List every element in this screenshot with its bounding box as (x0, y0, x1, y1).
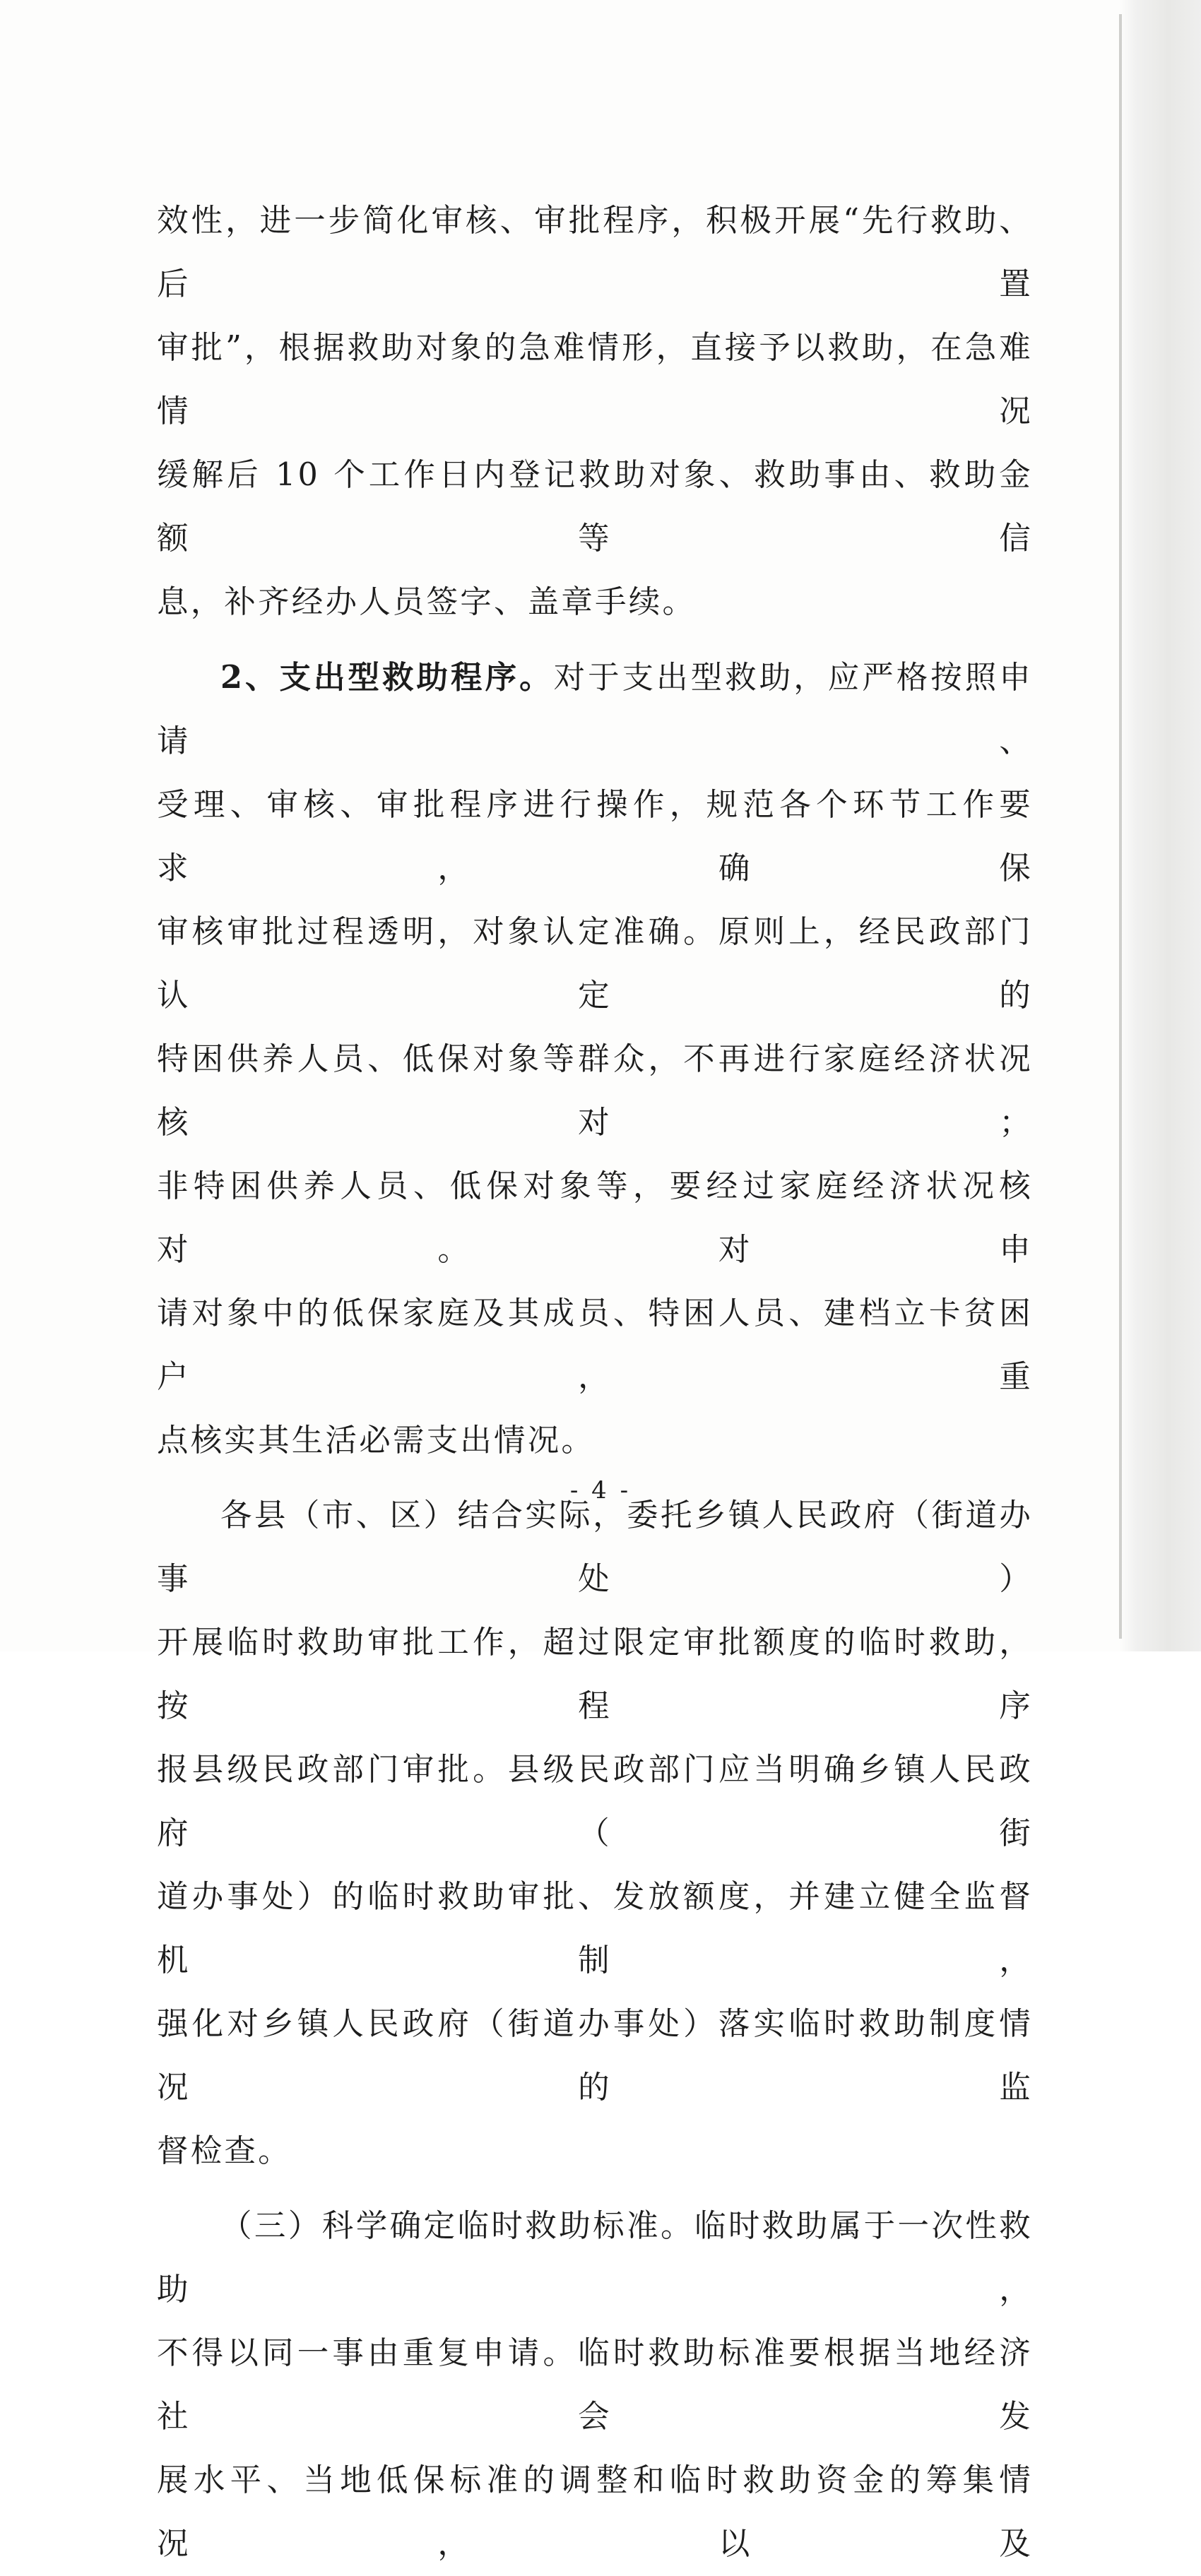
paragraph-1 (157, 189, 1033, 634)
paragraph-4 (157, 2195, 1033, 2576)
text-line: 强化对乡镇人民政府（街道办事处）落实临时救助制度情况的监 (157, 2006, 1033, 2106)
text-line: 督检查。 (157, 2133, 292, 2169)
text-line: 受理、审核、审批程序进行操作，规范各个环节工作要求，确保 (157, 787, 1033, 886)
document-body (157, 189, 1033, 2576)
text-line: 报县级民政部门审批。县级民政部门应当明确乡镇人民政府（街 (157, 1752, 1033, 1851)
paragraph-2 (157, 646, 1033, 1473)
text-line: 审批”，根据救助对象的急难情形，直接予以救助，在急难情况 (157, 330, 1033, 429)
section-heading: 2、支出型救助程序。 (220, 659, 554, 696)
text-line: 请对象中的低保家庭及其成员、特困人员、建档立卡贫困户，重 (157, 1295, 1033, 1395)
scan-edge-line (1119, 14, 1122, 1639)
text-line: 各县（市、区）结合实际，委托乡镇人民政府（街道办事处） (157, 1497, 1033, 1597)
text-line: 缓解后 10 个工作日内登记救助对象、救助事由、救助金额等信 (157, 457, 1033, 557)
paragraph-3 (157, 1484, 1033, 2183)
page-number: - 4 - (569, 1476, 632, 1504)
text-line (157, 646, 1033, 773)
text-line: 展水平、当地低保标准的调整和临时救助资金的筹集情况，以及 (157, 2462, 1033, 2562)
text-line: 非特困供养人员、低保对象等，要经过家庭经济状况核对。对申 (157, 1168, 1033, 1268)
text-line: 息，补齐经办人员签字、盖章手续。 (157, 584, 697, 620)
text-line-rest: 对于支出型救助，应严格按照申请、 (157, 660, 1033, 759)
text-line: 道办事处）的临时救助审批、发放额度，并建立健全监督机制， (157, 1879, 1033, 1978)
text-line: 效性，进一步简化审核、审批程序，积极开展“先行救助、后置 (157, 203, 1033, 302)
scan-edge-shadow (1120, 0, 1201, 1651)
text-line: 特困供养人员、低保对象等群众，不再进行家庭经济状况核对； (157, 1041, 1033, 1141)
text-line: （三）科学确定临时救助标准。临时救助属于一次性救助， (157, 2208, 1033, 2308)
text-line: 开展临时救助审批工作，超过限定审批额度的临时救助，按程序 (157, 1625, 1033, 1724)
text-line: 不得以同一事由重复申请。临时救助标准要根据当地经济社会发 (157, 2335, 1033, 2435)
text-line: 点核实其生活必需支出情况。 (157, 1423, 596, 1459)
text-line: 审核审批过程透明，对象认定准确。原则上，经民政部门认定的 (157, 914, 1033, 1014)
